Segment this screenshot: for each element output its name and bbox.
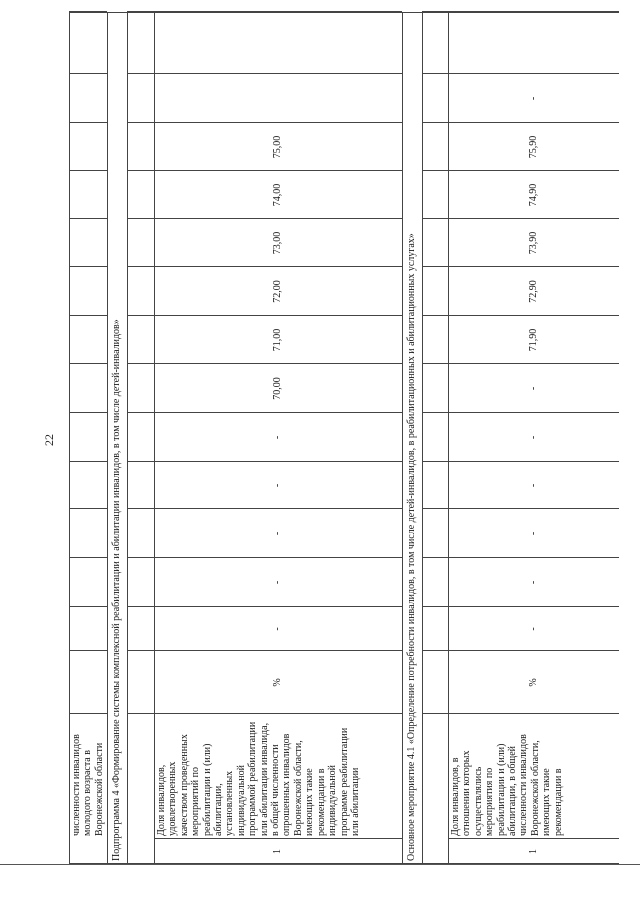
col-divider (69, 557, 107, 558)
value-cell: - (272, 483, 284, 488)
row-number: 1 (527, 849, 539, 854)
value-cell: 72,90 (527, 280, 539, 303)
row-divider (127, 12, 128, 864)
col-divider (69, 11, 107, 12)
col-divider (69, 218, 107, 219)
col-divider (69, 266, 107, 267)
value-cell: - (527, 627, 539, 631)
value-cell: 74,90 (527, 183, 539, 207)
value-cell: 71,00 (272, 328, 284, 352)
value-cell: 73,00 (272, 231, 284, 255)
page-bottom-rule (0, 864, 640, 865)
value-cell: - (527, 96, 539, 101)
value-cell: 74,00 (272, 183, 284, 207)
col-divider (127, 73, 402, 74)
indicator-description: численности инвалидов молодого возраста в Воронежской области (71, 734, 105, 836)
col-divider (69, 122, 107, 123)
value-cell: 75,90 (527, 135, 539, 159)
value-cell: - (527, 386, 539, 391)
table-border-right (69, 12, 619, 13)
col-divider (127, 11, 402, 12)
value-cell: - (527, 580, 539, 585)
col-divider (69, 461, 107, 462)
value-cell: 71,90 (527, 328, 539, 352)
col-divider (69, 606, 107, 607)
col-divider (422, 11, 619, 12)
row-number: 1 (272, 849, 284, 854)
col-divider (127, 713, 402, 714)
page-number: 22 (42, 434, 56, 446)
unit-cell: % (527, 678, 539, 687)
value-cell: - (527, 531, 539, 536)
col-divider (69, 363, 107, 364)
indicator-description: Доля инвалидов, удовлетворенных качеством проведенных мероприятий по реабилитации и (или) абилитации, установленных индивидуальной программой реабилитации или абилитации инвалида, в общей численности опрошенных инвалидов Воронежской области, имеющих такие рекомендации в индивидуальной программе реабилитации или абилитации (156, 721, 361, 836)
unit-cell: % (272, 678, 284, 687)
value-cell: 70,00 (272, 377, 284, 400)
table-region (69, 12, 619, 864)
value-cell: - (272, 531, 284, 536)
subprogram-title: Подпрограмма 4 «Формирование системы комплексной реабилитации и абилитации инвалидов, в том числе детей-инвалидов» (111, 319, 122, 861)
row-divider (422, 12, 423, 864)
col-divider (69, 650, 107, 651)
col-divider (69, 73, 107, 74)
value-cell: 75,00 (272, 135, 284, 159)
data-table (69, 12, 619, 864)
col-divider (69, 713, 107, 714)
value-cell: - (272, 627, 284, 631)
value-cell: - (527, 435, 539, 440)
value-cell: - (527, 483, 539, 488)
value-cell: 72,00 (272, 280, 284, 303)
value-cell: - (272, 435, 284, 440)
value-cell: 73,90 (527, 231, 539, 255)
col-divider (69, 412, 107, 413)
col-divider (69, 508, 107, 509)
col-divider (69, 170, 107, 171)
col-divider (422, 713, 619, 714)
col-divider (69, 315, 107, 316)
activity-title: Основное мероприятие 4.1 «Определение потребности инвалидов, в том числе детей-инвалидов, в реабилитационных и абилитационных услугах» (406, 233, 417, 861)
value-cell: - (272, 580, 284, 585)
indicator-description: Доля инвалидов, в отношении которых осуществлялись мероприятия по реабилитации и (или) абилитации, в общей численности инвалидов Воронежской области, имеющих такие рекомендации в (450, 734, 564, 836)
